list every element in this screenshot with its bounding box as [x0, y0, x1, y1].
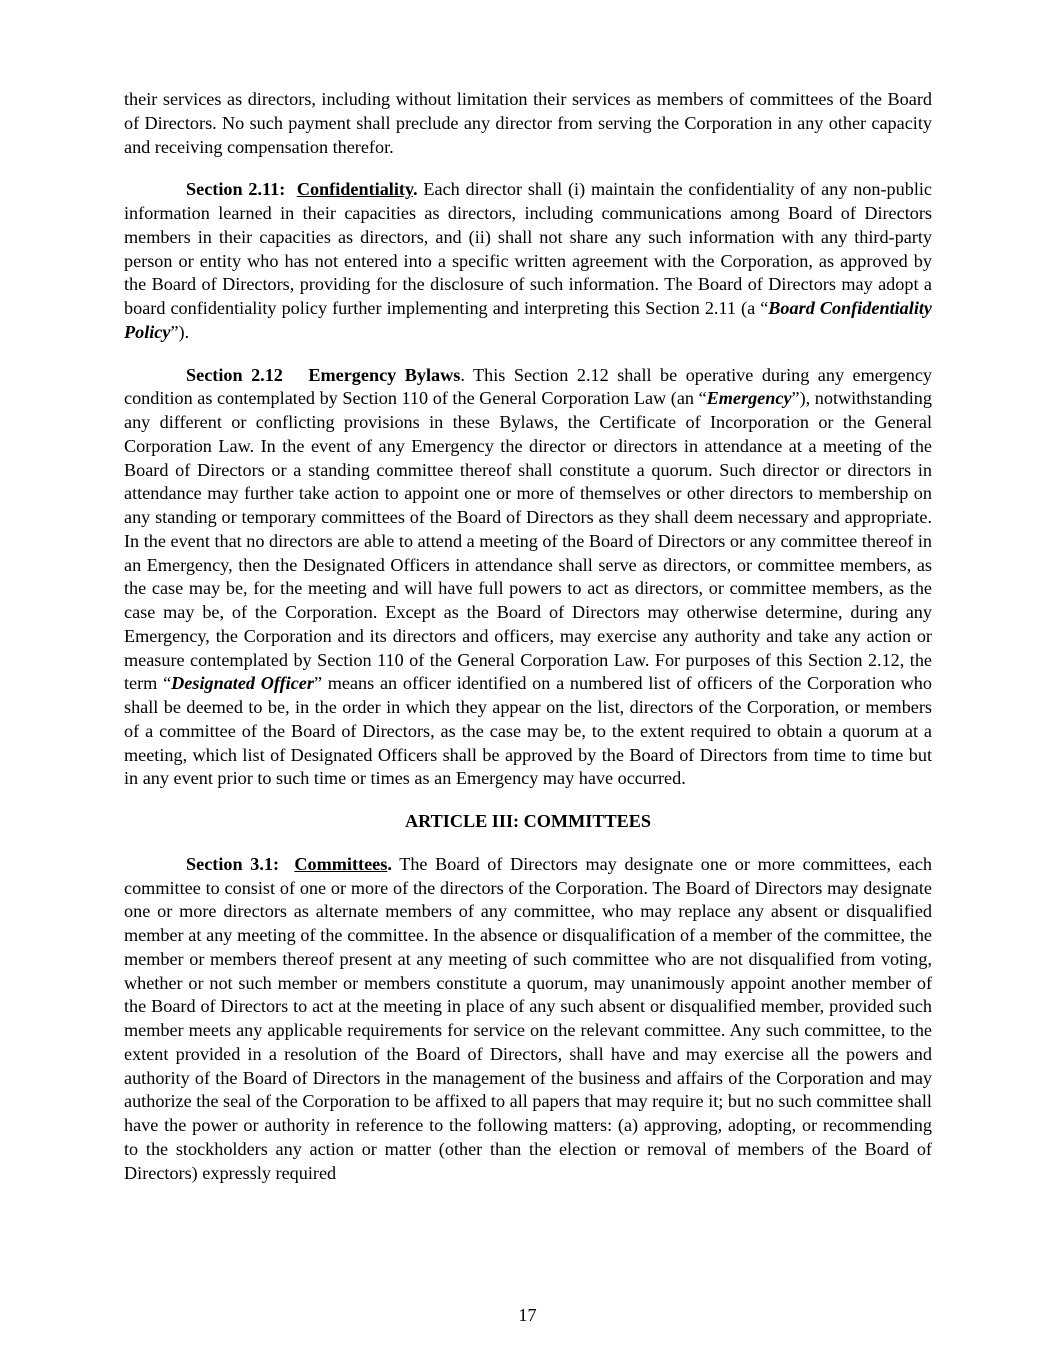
section-number: Section 2.12 [186, 364, 283, 385]
document-page [124, 88, 932, 1204]
section-body: ”). [170, 321, 190, 342]
section-2-11 [124, 178, 932, 344]
section-body: ” means an officer identified on a numbered list of officers of the Corporation who shall be deemed to be, in the order in which they appear on the list, directors of the Corporation, or members of a committee of the Board of Directors, as the case may be, to the extent required to obtain a quorum at a meeting, which list of Designated Officers shall be approved by the Board of Directors from time to time but in any event prior to such time or times as an Emergency may have occurred. [124, 673, 932, 789]
section-number: Section 2.11: [186, 179, 286, 200]
section-title: Emergency Bylaws [308, 364, 461, 385]
defined-term: Designated Officer [171, 673, 314, 694]
paragraph-continuation: their services as directors, including without limitation their services as members of committees of the Board of Directors. No such payment shall preclude any director from serving the Corporation in any other capacity and receiving compensation therefor. [124, 89, 932, 157]
defined-term: Board Confidentiality Policy [124, 298, 932, 342]
section-body: . This Section 2.12 shall be operative during any emergency condition as contemplated by Section 110 of the General Corporation Law (an “ [124, 364, 932, 409]
section-body: ”), notwithstanding any different or conflicting provisions in these Bylaws, the Certificate of Incorporation or the General Corporation Law. In the event of any Emergency the director or directors in attendance at a meeting of the Board of Directors or a standing committee thereof shall constitute a quorum. Such director or directors in attendance may further take action to appoint one or more of themselves or other directors to membership on any standing or temporary committees of the Board of Directors as they shall deem necessary and appropriate. In the event that no directors are able to attend a meeting of the Board of Directors or any committee thereof in an Emergency, then the Designated Officers in attendance shall serve as directors, or committee members, as the case may be, for the meeting and will have full powers to act as directors, or committee members, as the case may be, of the Corporation. Except as the Board of Directors may otherwise determine, during any Emergency, the Corporation and its directors and officers, may exercise any authority and take any action or measure contemplated by Section 110 of the General Corporation Law. For purposes of this Section 2.12, the term “ [124, 388, 932, 694]
section-2-12 [124, 364, 932, 792]
section-body: Each director shall (i) maintain the confidentiality of any non-public information learned in their capacities as directors, including communications among Board of Directors members in their capacities as directors, and (ii) shall not share any such information with any third-party person or entity who has not entered into a specific written agreement with the Corporation, as approved by the Board of Directors, providing for the disclosure of such information. The Board of Directors may adopt a board confidentiality policy further implementing and interpreting this Section 2.11 (a “ [124, 179, 932, 318]
defined-term: Emergency [706, 388, 792, 409]
page-number: 17 [518, 1305, 537, 1325]
section-title: Confidentiality [296, 179, 414, 200]
section-title-period: . [413, 179, 418, 200]
section-3-1 [124, 853, 932, 1186]
section-title: Committees [294, 853, 388, 874]
article-heading: ARTICLE III: COMMITTEES [405, 811, 651, 831]
section-body: The Board of Directors may designate one or more committees, each committee to consist of one or more of the directors of the Corporation. The Board of Directors may designate one or more directors as alternate members of any committee, who may replace any absent or disqualified member at any meeting of the committee. In the absence or disqualification of a member of the committee, the member or members thereof present at any meeting of such committee who are not disqualified from voting, whether or not such member or members constitute a quorum, may unanimously appoint another member of the Board of Directors to act at the meeting in place of any such absent or disqualified member, provided such member meets any applicable requirements for service on the relevant committee. Any such committee, to the extent provided in a resolution of the Board of Directors, shall have and may exercise all the powers and authority of the Board of Directors in the management of the business and affairs of the Corporation and may authorize the seal of the Corporation to be affixed to all papers that may require it; but no such committee shall have the power or authority in reference to the following matters: (a) approving, adopting, or recommending to the stockholders any action or matter (other than the election or removal of members of the Board of Directors) expressly required [124, 853, 932, 1183]
section-number: Section 3.1: [186, 853, 280, 874]
section-title-period: . [387, 853, 392, 874]
